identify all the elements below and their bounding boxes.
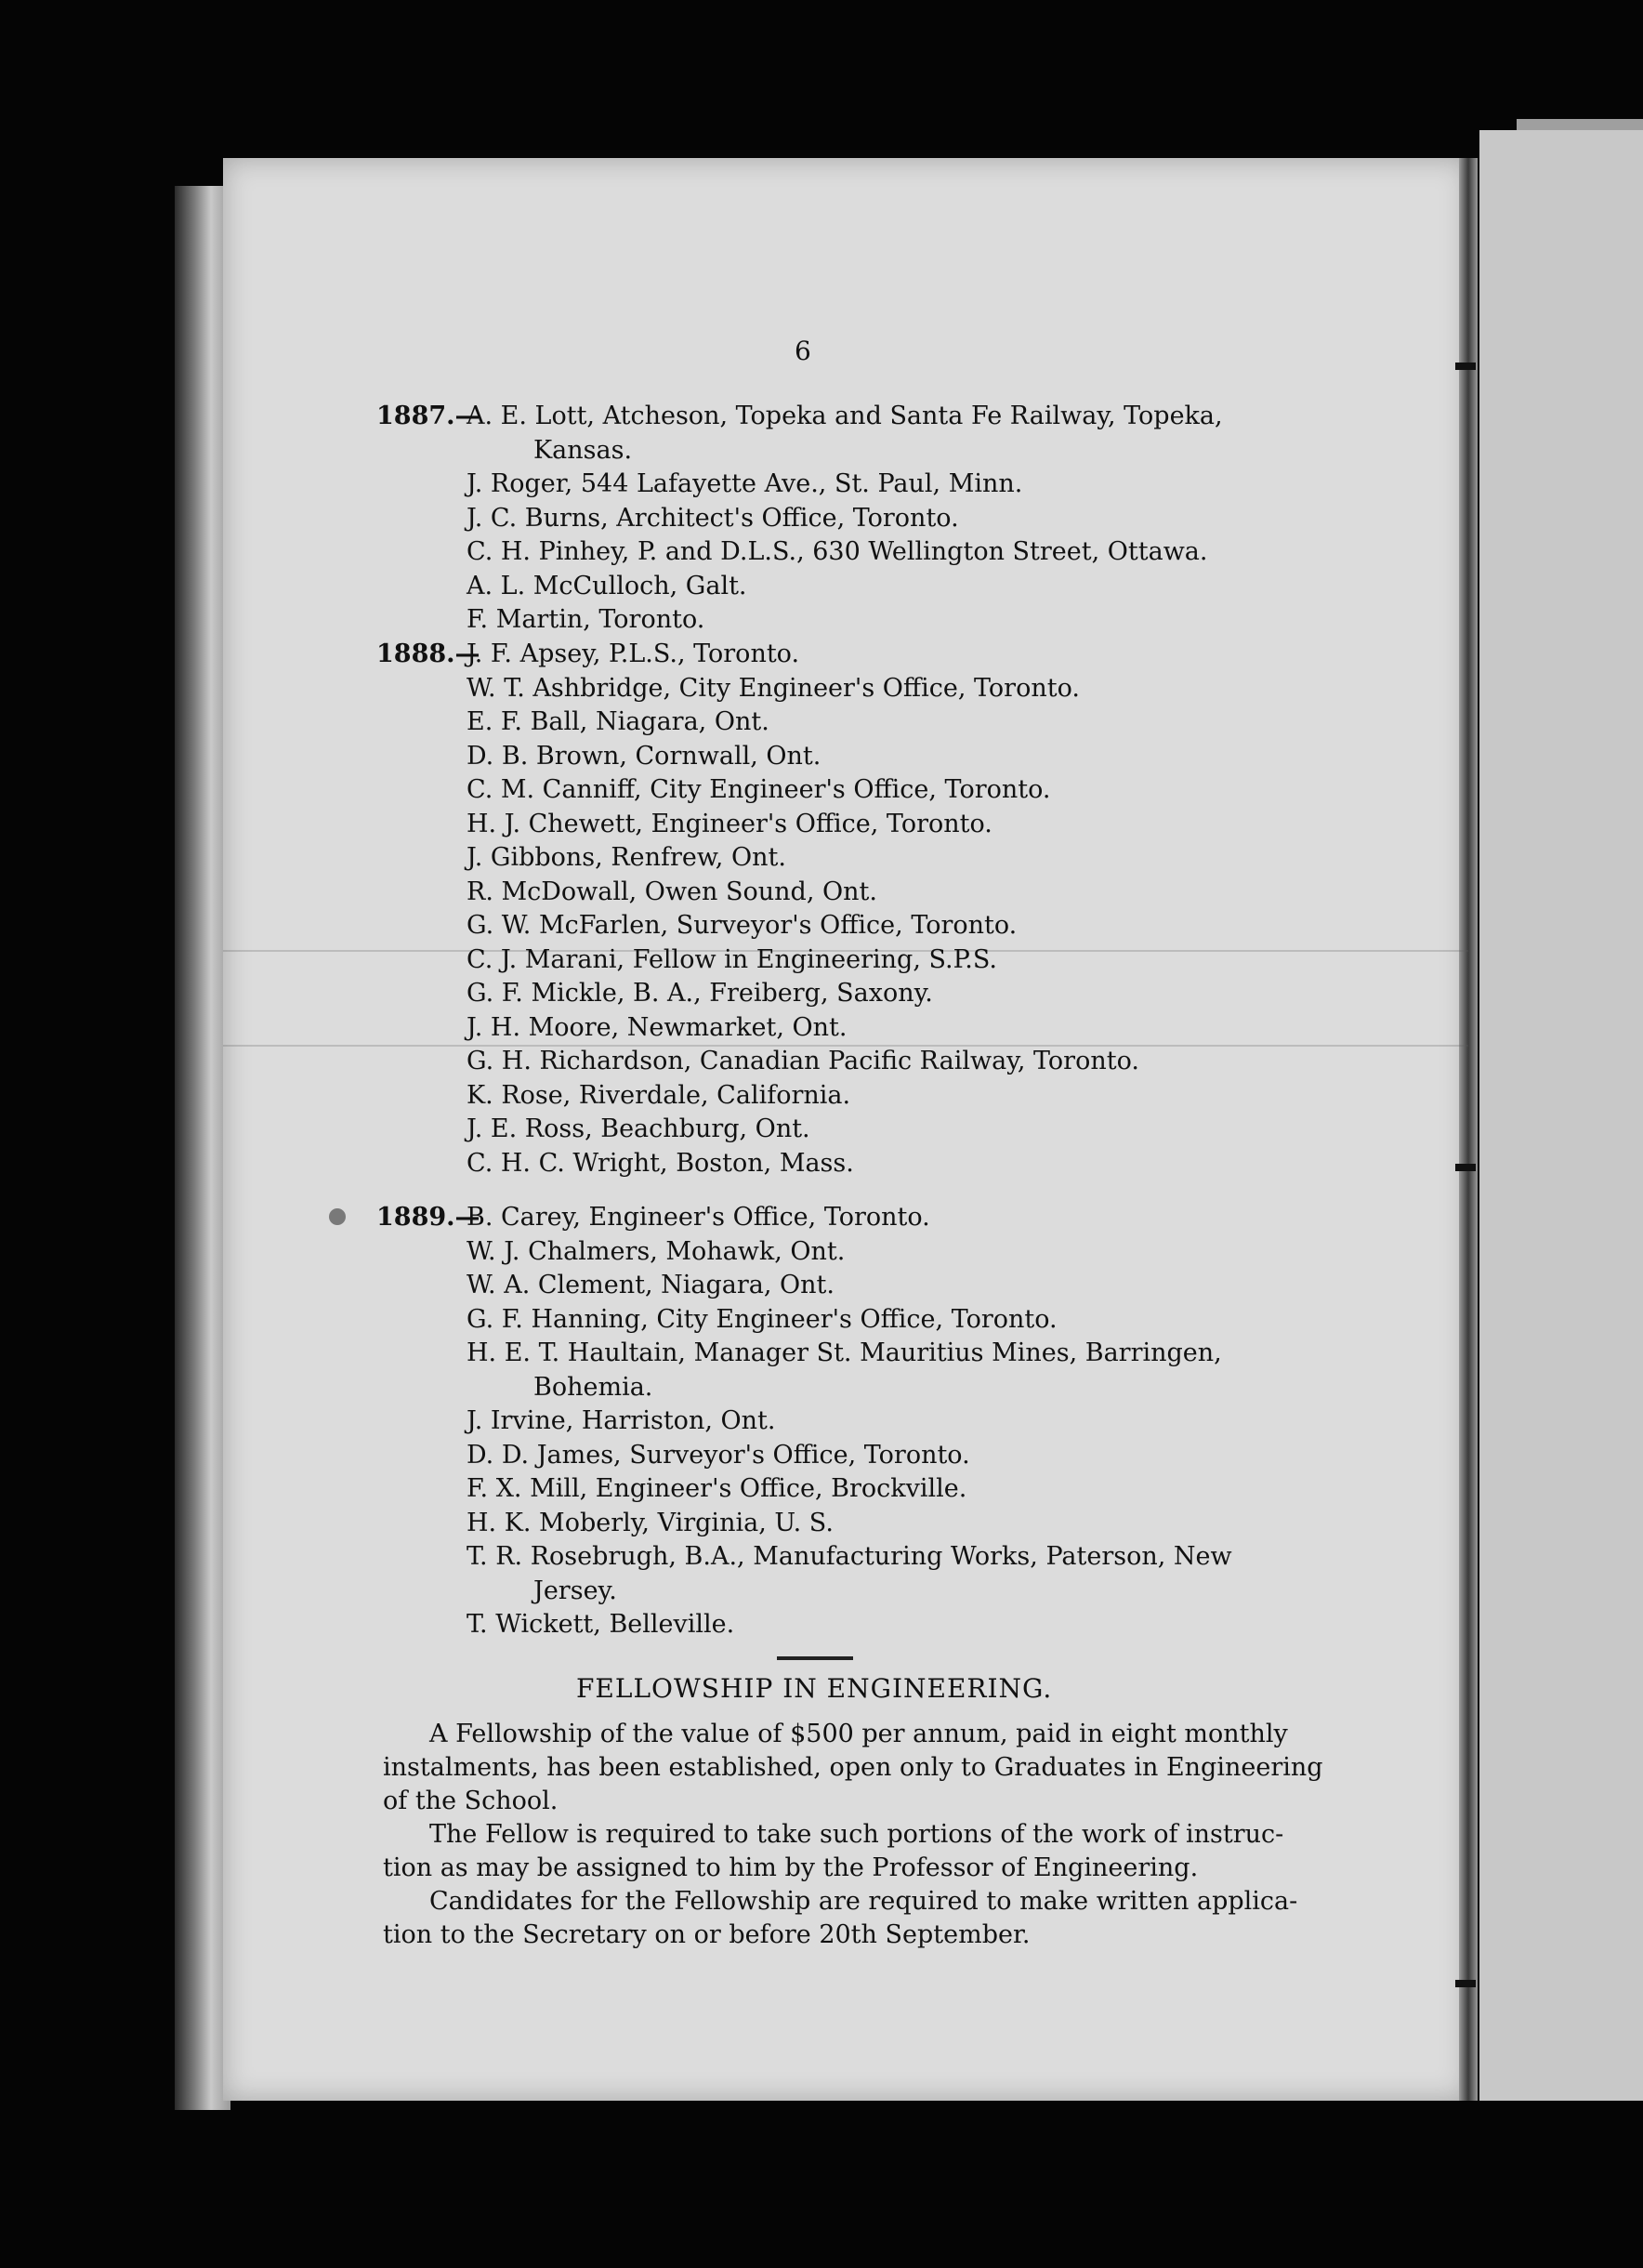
fellowship-line: A Fellowship of the value of $500 per annum, paid in eight monthly xyxy=(429,1720,1288,1748)
binding-mark xyxy=(1455,1980,1476,1987)
year-label: 1889.— xyxy=(376,1203,480,1232)
graduate-entry: A. E. Lott, Atcheson, Topeka and Santa Fe Railway, Topeka, xyxy=(467,402,1223,430)
graduate-entry: G. H. Richardson, Canadian Pacific Railway, Toronto. xyxy=(467,1047,1139,1075)
page-gutter xyxy=(1459,158,1478,2101)
graduate-entry: C. H. C. Wright, Boston, Mass. xyxy=(467,1148,854,1178)
graduate-entry: T. R. Rosebrugh, B.A., Manufacturing Works, Paterson, New xyxy=(467,1542,1232,1571)
ink-smudge xyxy=(329,1208,346,1225)
fellowship-line: tion to the Secretary on or before 20th September. xyxy=(383,1920,1031,1949)
binding-mark xyxy=(1455,363,1476,370)
binding-mark xyxy=(1455,1164,1476,1171)
year-label: 1888.— xyxy=(376,640,480,668)
graduate-entry: G. F. Hanning, City Engineer's Office, Toronto. xyxy=(467,1304,1058,1334)
graduate-entry: H. J. Chewett, Engineer's Office, Toronto. xyxy=(467,809,992,838)
graduate-entry: W. A. Clement, Niagara, Ont. xyxy=(467,1271,835,1299)
fellowship-line: The Fellow is required to take such portions of the work of instruc- xyxy=(429,1820,1284,1849)
graduate-entry: F. X. Mill, Engineer's Office, Brockville. xyxy=(467,1474,967,1503)
graduate-entry: D. D. James, Surveyor's Office, Toronto. xyxy=(467,1440,970,1470)
fellowship-line: of the School. xyxy=(383,1787,559,1815)
graduate-entry: J. H. Moore, Newmarket, Ont. xyxy=(467,1012,848,1042)
graduate-entry: F. Martin, Toronto. xyxy=(467,605,705,634)
graduate-entry: G. F. Mickle, B. A., Freiberg, Saxony. xyxy=(467,979,933,1008)
graduate-entry: W. J. Chalmers, Mohawk, Ont. xyxy=(467,1236,846,1266)
graduate-entry-continuation: Jersey. xyxy=(533,1576,617,1605)
graduate-entry: J. C. Burns, Architect's Office, Toronto. xyxy=(467,503,959,533)
graduate-entry: H. K. Moberly, Virginia, U. S. xyxy=(467,1508,834,1537)
book-edge-left xyxy=(175,186,230,2110)
graduate-entry: J. Roger, 544 Lafayette Ave., St. Paul, Minn. xyxy=(467,469,1023,498)
fellowship-line: Candidates for the Fellowship are required to make written applica- xyxy=(429,1887,1298,1916)
graduate-entry: B. Carey, Engineer's Office, Toronto. xyxy=(467,1203,930,1232)
page-number: 6 xyxy=(795,336,811,366)
graduate-entry: C. J. Marani, Fellow in Engineering, S.P.S. xyxy=(467,944,998,974)
graduate-entry: R. McDowall, Owen Sound, Ont. xyxy=(467,877,877,906)
graduate-entry: T. Wickett, Belleville. xyxy=(467,1610,735,1639)
next-page-edge xyxy=(1479,130,1643,2101)
graduate-entry: A. L. McCulloch, Galt. xyxy=(467,571,747,600)
graduate-entry: H. E. T. Haultain, Manager St. Mauritius Mines, Barringen, xyxy=(467,1338,1222,1367)
section-divider xyxy=(777,1656,853,1660)
fellowship-line: instalments, has been established, open only to Graduates in Engineering xyxy=(383,1753,1323,1782)
graduate-entry: D. B. Brown, Cornwall, Ont. xyxy=(467,741,822,771)
graduate-entry: C. M. Canniff, City Engineer's Office, Toronto. xyxy=(467,775,1051,804)
graduate-entry: J. F. Apsey, P.L.S., Toronto. xyxy=(467,640,800,668)
year-label: 1887.— xyxy=(376,402,480,430)
graduate-entry-continuation: Kansas. xyxy=(533,435,633,465)
fellowship-line: tion as may be assigned to him by the Professor of Engineering. xyxy=(383,1853,1199,1882)
fellowship-heading: FELLOWSHIP IN ENGINEERING. xyxy=(576,1673,1053,1704)
graduate-entry: W. T. Ashbridge, City Engineer's Office, Toronto. xyxy=(467,673,1080,703)
graduate-entry: G. W. McFarlen, Surveyor's Office, Toronto. xyxy=(467,911,1018,940)
graduate-entry: J. Gibbons, Renfrew, Ont. xyxy=(467,843,786,872)
graduate-entry-continuation: Bohemia. xyxy=(533,1372,653,1402)
graduate-entry: E. F. Ball, Niagara, Ont. xyxy=(467,707,769,736)
graduate-entry: J. Irvine, Harriston, Ont. xyxy=(467,1406,776,1435)
graduate-entry: K. Rose, Riverdale, California. xyxy=(467,1080,851,1110)
graduate-entry: J. E. Ross, Beachburg, Ont. xyxy=(467,1114,810,1143)
graduate-entry: C. H. Pinhey, P. and D.L.S., 630 Wellington Street, Ottawa. xyxy=(467,537,1208,566)
